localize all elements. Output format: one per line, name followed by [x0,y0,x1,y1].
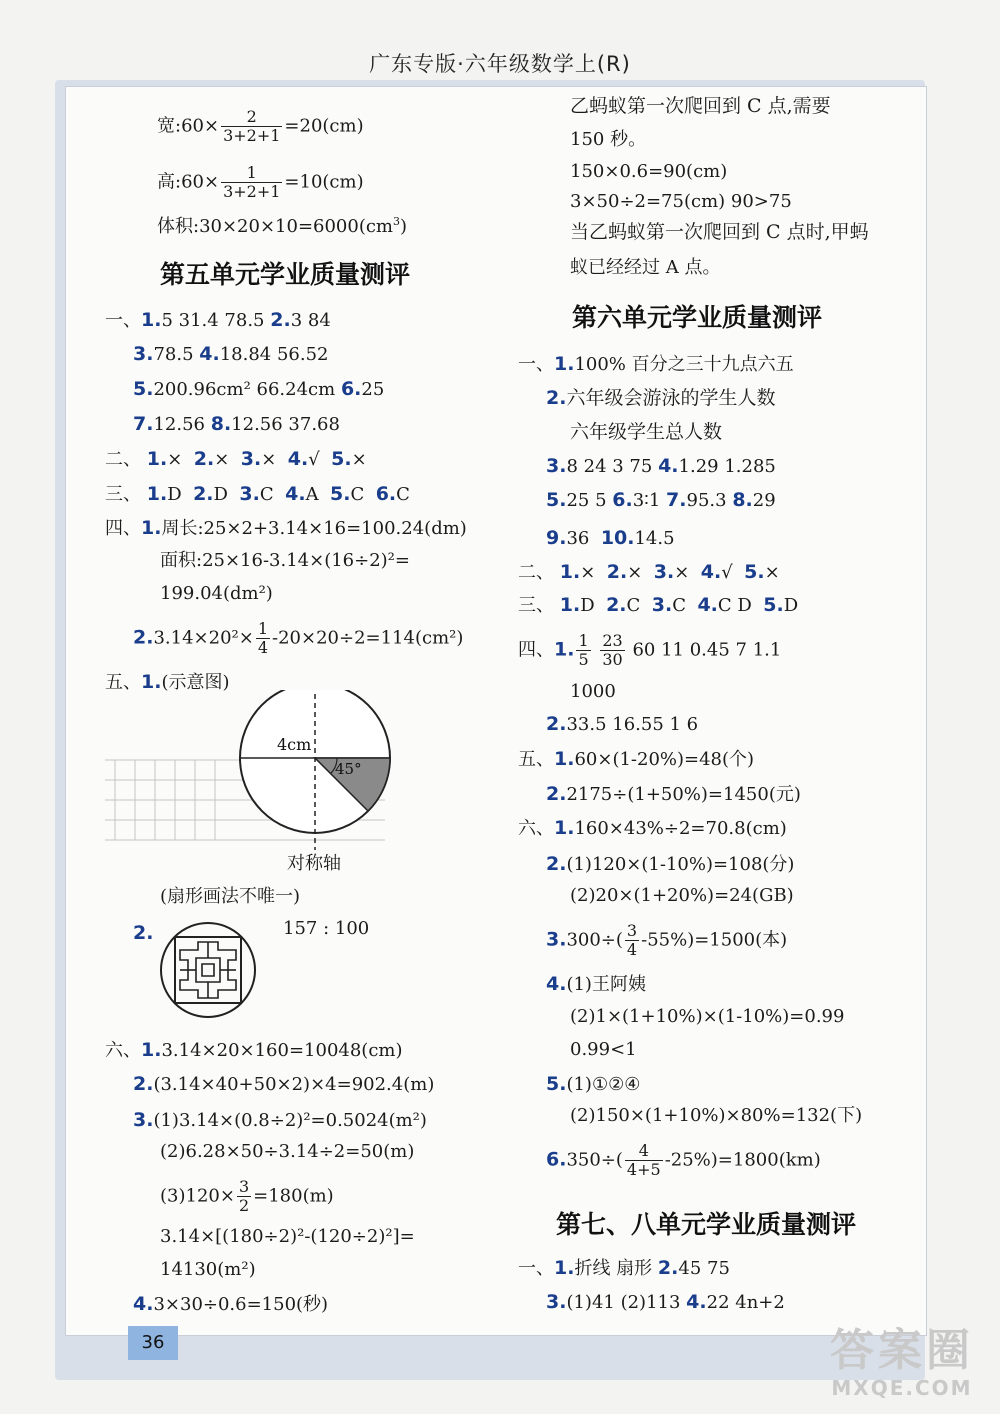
unit6-line-6: 9.36 10.14.5 [546,527,675,549]
page-header: 广东专版·六年级数学上(R) [369,52,631,76]
unit6-q6-2-2: (2)20×(1+20%)=24(GB) [570,885,794,906]
unit78-line-1: 一、1.折线 扇形 2.45 75 [518,1257,730,1279]
unit5-q6-3-2: (2)6.28×50÷3.14÷2=50(m) [160,1141,415,1162]
ant-text-6: 蚁已经经过 A 点。 [570,257,721,278]
unit5-q6-3-5: 14130(m²) [160,1259,256,1280]
unit6-q6-2: 2.(1)120×(1-10%)=108(分) [546,853,795,875]
symmetry-axis-label: 对称轴 [287,853,341,874]
watermark-url: MXQE.COM [831,1376,973,1400]
unit6-line-1: 一、1.100% 百分之三十九点六五 [518,353,794,375]
watermark-logo-text: 答案圈 [830,1325,974,1376]
ant-text-5: 当乙蚂蚁第一次爬回到 C 点时,甲蚂 [570,221,869,243]
unit6-choice: 三、 1.D 2.C 3.C 4.C D 5.D [518,594,799,616]
unit6-q6-5-2: (2)150×(1+10%)×80%=132(下) [570,1105,863,1126]
unit6-q4-1: 四、1. $\frac{1}{5}$ $\frac{23}{30}$ 60 11 0.45 7 1.1 [518,631,782,669]
sector-note: (扇形画法不唯一) [160,886,301,907]
ant-text-2: 150 秒。 [570,129,647,150]
unit5-q6-2: 2.(3.14×40+50×2)×4=902.4(m) [133,1073,435,1095]
unit5-q5-2: 2. [133,922,154,944]
unit5-choice: 三、 1.D 2.D 3.C 4.A 5.C 6.C [105,483,410,505]
radius-label: 4cm [277,735,312,754]
unit5-q6-3: 3.(1)3.14×(0.8÷2)²=0.5024(m²) [133,1109,427,1131]
unit6-q6-3: 3.300÷( $\frac{3}{4}$ -55%)=1500(本) [546,921,788,959]
unit5-line-2: 3.78.5 4.18.84 56.52 [133,343,329,365]
unit6-line-5: 5.25 5 6.3∶1 7.95.3 8.29 [546,489,776,511]
unit6-truefalse: 二、 1.× 2.× 3.× 4.√ 5.× [518,561,780,583]
unit6-line-2: 2.六年级会游泳的学生人数 [546,387,776,409]
unit6-q6-4-3: 0.99<1 [570,1039,637,1060]
unit6-q6-1: 六、1.160×43%÷2=70.8(cm) [518,817,787,839]
unit5-q6-3-4: 3.14×[(180÷2)²-(120÷2)²]= [160,1226,415,1247]
unit5-line-4: 7.12.56 8.12.56 37.68 [133,413,340,435]
site-watermark [812,1326,992,1406]
unit5-q6-1: 六、1.3.14×20×160=10048(cm) [105,1039,403,1061]
unit78-line-2: 3.(1)41 (2)113 4.22 4n+2 [546,1291,785,1313]
page-number: 36 [128,1326,178,1360]
circle-diagram [105,690,445,850]
ant-text-4: 3×50÷2=75(cm) 90>75 [570,191,792,212]
unit6-line-3: 六年级学生总人数 [570,421,723,443]
unit6-q4-2: 2.33.5 16.55 1 6 [546,713,699,735]
window-pattern-figure [158,920,258,1020]
unit6-q5-1: 五、1.60×(1-20%)=48(个) [518,748,755,770]
section-title-unit78: 第七、八单元学业质量测评 [556,1210,857,1239]
height-calc: 高:60× $\frac{1}{3+2+1}$ =10(cm) [157,163,364,201]
width-calc: 宽:60× $\frac{2}{3+2+1}$ =20(cm) [157,107,364,145]
unit5-q4-2: 2.3.14×20²× $\frac{1}{4}$ -20×20÷2=114(cm²) [133,619,464,657]
volume-calc: 体积$:30\times 20\times 10=6000(cm^3)$ [157,215,408,237]
ant-text-3: 150×0.6=90(cm) [570,161,728,182]
unit5-line-1: 一、1.5 31.4 78.5 2.3 84 [105,309,331,331]
unit5-q4-area: 面积:25×16-3.14×(16÷2)²= [160,550,410,571]
unit5-q4-perimeter: 四、1.周长:25×2+3.14×16=100.24(dm) [105,517,467,539]
ant-text-1: 乙蚂蚁第一次爬回到 C 点,需要 [570,95,831,117]
unit5-q6-3-3: (3)120× $\frac{3}{2}$ =180(m) [160,1177,334,1215]
unit5-q6-4: 4.3×30÷0.6=150(秒) [133,1293,329,1315]
angle-label: 45° [335,760,362,778]
unit5-line-3: 5.200.96cm² 66.24cm 6.25 [133,378,385,400]
unit6-q6-4-2: (2)1×(1+10%)×(1-10%)=0.99 [570,1006,845,1027]
unit6-q6-6: 6.350÷( $\frac{4}{4+5}$ -25%)=1800(km) [546,1141,821,1179]
unit6-q6-4: 4.(1)王阿姨 [546,973,646,995]
ratio-answer: 157 : 100 [283,918,370,939]
unit6-q4-1-cont: 1000 [570,681,616,702]
unit6-line-4: 3.8 24 3 75 4.1.29 1.285 [546,455,776,477]
unit5-q4-area-result: 199.04(dm²) [160,583,273,604]
section-title-unit5: 第五单元学业质量测评 [160,260,411,289]
unit5-truefalse: 二、 1.× 2.× 3.× 4.√ 5.× [105,448,367,470]
unit5-q5-1: 五、1.(示意图) [105,671,230,693]
unit6-q5-2: 2.2175÷(1+50%)=1450(元) [546,783,801,805]
unit6-q6-5: 5.(1)①②④ [546,1073,641,1095]
section-title-unit6: 第六单元学业质量测评 [572,303,823,332]
